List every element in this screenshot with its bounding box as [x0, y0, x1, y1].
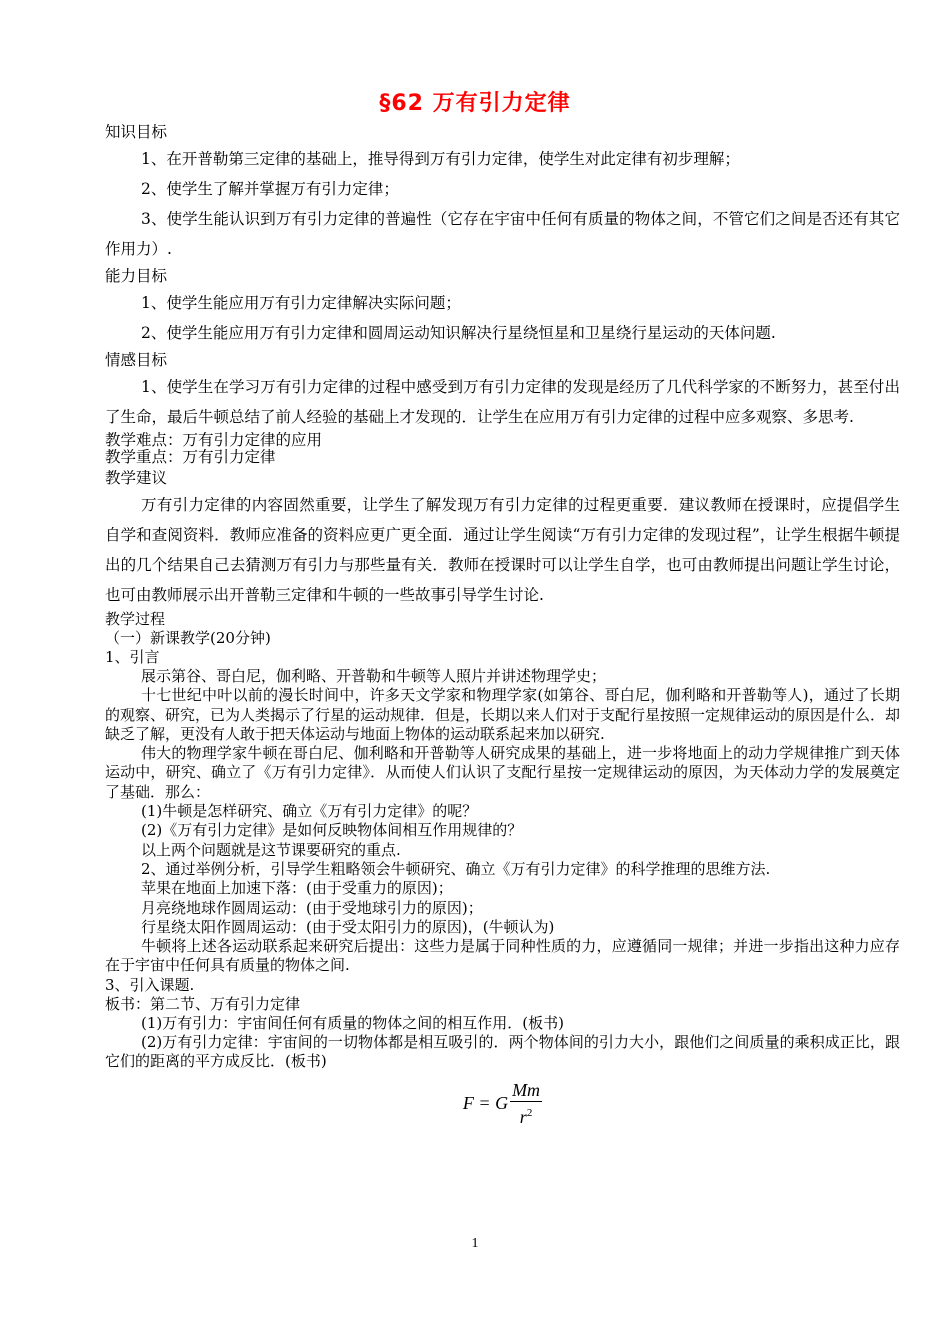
ability-heading: 能力目标	[105, 267, 168, 285]
formula-denominator	[520, 1102, 533, 1128]
intro-paragraph: (1)牛顿是怎样研究、确立《万有引力定律》的呢？	[141, 802, 478, 821]
formula-denominator-base: r	[519, 1106, 527, 1127]
formula-lhs: F = G	[462, 1093, 509, 1114]
knowledge-item: 3、使学生能认识到万有引力定律的普遍性（它存在宇宙中任何有质量的物体之间，不管它们之间是否还有其它作用力）.	[105, 210, 900, 258]
intro-paragraph: 月亮绕地球作圆周运动：(由于受地球引力的原因)；	[141, 898, 483, 917]
suggestion-paragraph: 万有引力定律的内容固然重要，让学生了解发现万有引力定律的过程更重要．建议教师在授课时，应提倡学生自学和查阅资料．教师应准备的资料应更广更全面．通过让学生阅读“万有引力定律的发现过程”，让学生根据牛顿提出的几个结果自己去猜测万有引力与那些量有关．教师在授课时可以让学生自学，也可由教师提出问题让学生讨论，也可由教师展示出开普勒三定律和牛顿的一些故事引导学生讨论.	[105, 496, 900, 604]
intro-paragraph: 行星绕太阳作圆周运动：(由于受太阳引力的原因)，(牛顿认为)	[141, 917, 555, 936]
formula-fraction	[510, 1080, 542, 1128]
ability-item: 2、使学生能应用万有引力定律和圆周运动知识解决行星绕恒星和卫星绕行星运动的天体问题.	[141, 324, 776, 342]
emotion-heading: 情感目标	[105, 351, 168, 369]
knowledge-heading: 知识目标	[105, 123, 168, 141]
intro-paragraph: 伟大的物理学家牛顿在哥白尼、伽利略和开普勒等人研究成果的基础上，进一步将地面上的动力学规律推广到天体运动中，研究、确立了《万有引力定律》．从而使人们认识了支配行星按一定规律运动的原因，为天体动力学的发展奠定了基础．那么：	[105, 744, 900, 801]
intro-paragraph: 2、通过举例分析，引导学生粗略领会牛顿研究、确立《万有引力定律》的科学推理的思维方法.	[141, 859, 771, 878]
suggestion-heading: 教学建议	[105, 469, 168, 487]
intro-paragraph: 十七世纪中叶以前的漫长时间中，许多天文学家和物理学家(如第谷、哥白尼，伽利略和开普勒等人)，通过了长期的观察、研究，已为人类揭示了行星的运动规律．但是，长期以来人们对于支配行星按照一定规律运动的原因是什么．却缺乏了解，更没有人敢于把天体运动与地面上物体的运动联系起来加以研究.	[105, 686, 901, 743]
intro-paragraph: 牛顿将上述各运动联系起来研究后提出：这些力是属于同种性质的力，应遵循同一规律；并进一步指出这种力应存在于宇宙中任何具有质量的物体之间.	[105, 937, 900, 975]
board-item: (1)万有引力：宇宙间任何有质量的物体之间的相互作用．(板书)	[141, 1013, 564, 1032]
intro-paragraph: (2)《万有引力定律》是如何反映物体间相互作用规律的？	[141, 821, 523, 840]
gravitation-formula	[105, 1080, 900, 1126]
difficulty-line: 教学难点：万有引力定律的应用	[105, 431, 323, 449]
emotion-item: 1、使学生在学习万有引力定律的过程中感受到万有引力定律的发现是经历了几代科学家的不断努力，甚至付出了生命，最后牛顿总结了前人经验的基础上才发现的．让学生在应用万有引力定律的过程中应多观察、多思考.	[105, 378, 900, 426]
knowledge-item: 2、使学生了解并掌握万有引力定律；	[141, 180, 399, 198]
intro-paragraph: 展示第谷、哥白尼，伽利略、开普勒和牛顿等人照片并讲述物理学史；	[141, 667, 607, 685]
formula-exponent: 2	[526, 1106, 533, 1119]
focus-line: 教学重点：万有引力定律	[105, 448, 276, 466]
ability-item: 1、使学生能应用万有引力定律解决实际问题；	[141, 294, 461, 312]
page-number: 1	[471, 1236, 479, 1251]
knowledge-item: 1、在开普勒第三定律的基础上，推导得到万有引力定律，使学生对此定律有初步理解；	[141, 150, 740, 168]
process-subheading: （一）新课教学(20分钟)	[105, 629, 271, 647]
process-heading: 教学过程	[105, 610, 166, 628]
page-title: §62 万有引力定律	[379, 91, 571, 116]
process-section	[105, 610, 900, 1126]
board-heading: 板书：第二节、万有引力定律	[105, 994, 301, 1013]
formula-numerator: Mm	[512, 1079, 541, 1100]
board-item: (2)万有引力定律：宇宙间的一切物体都是相互吸引的．两个物体间的引力大小，跟他们之间质量的乘积成正比，跟它们的距离的平方成反比．(板书)	[105, 1033, 900, 1071]
intro-paragraph: 以上两个问题就是这节课要研究的重点.	[141, 840, 401, 859]
objectives-section	[105, 120, 900, 610]
intro-heading: 1、引言	[105, 648, 160, 666]
intro-topic: 3、引入课题.	[105, 975, 195, 994]
intro-paragraph: 苹果在地面上加速下落：(由于受重力的原因)；	[141, 879, 453, 898]
document-body	[105, 120, 900, 1126]
